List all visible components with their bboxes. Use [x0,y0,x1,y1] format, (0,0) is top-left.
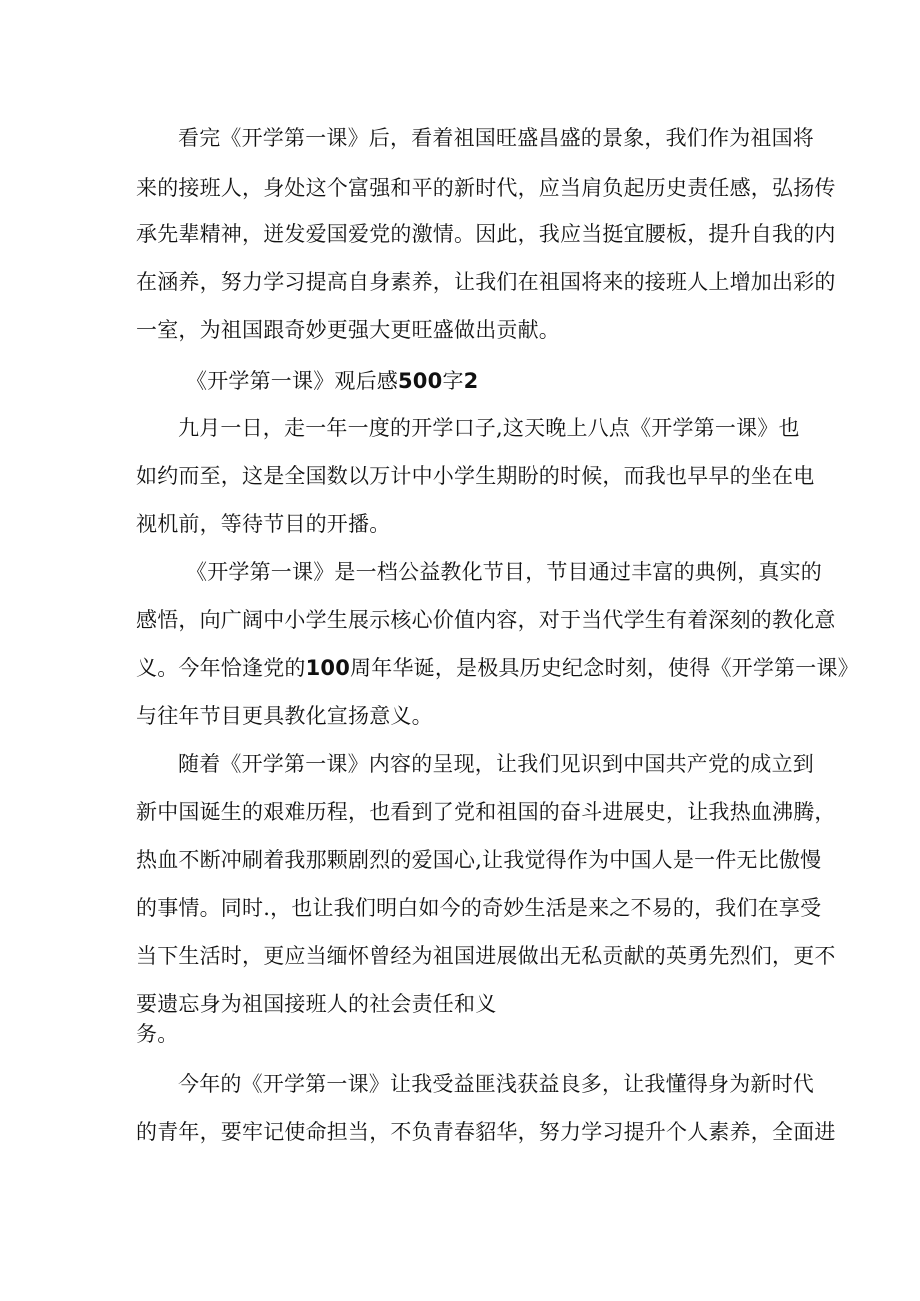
paragraph-1-line-1: 看完《开学第一课》后，看着祖国旺盛昌盛的景象，我们作为祖国将 [178,126,814,150]
paragraph-4-line-4: 的事情。同时.，也让我们明白如今的奇妙生活是来之不易的，我们在享受 [136,896,822,920]
paragraph-3-line-3-number: 100 [305,656,351,680]
heading-number: 500 [398,369,443,393]
paragraph-4-line-3: 热血不断冲刷着我那颗剧烈的爱国心,让我觉得作为中国人是一件无比傲慢 [136,848,822,872]
paragraph-2-line-2: 如约而至，这是全国数以万计中小学生期盼的时候，而我也早早的坐在电 [136,464,815,488]
heading-suffix: 字 [442,369,464,393]
paragraph-2-line-3: 视机前，等待节目的开播。 [136,512,391,536]
paragraph-3-line-3-prefix: 义。今年恰逢党的 [136,656,306,680]
paragraph-1-line-5: 一室，为祖国跟奇妙更强大更旺盛做出贡献。 [136,318,560,342]
paragraph-4-line-2: 新中国诞生的艰难历程，也看到了党和祖国的奋斗进展史，让我热血沸腾， [136,800,836,824]
paragraph-3-line-3-suffix: 周年华诞，是极具历史纪念时刻，使得《开学第一课》 [350,656,859,680]
paragraph-3-line-1: 《开学第一课》是一档公益教化节目，节目通过丰富的典例，真实的 [186,560,822,584]
paragraph-4-line-1: 随着《开学第一课》内容的呈现，让我们见识到中国共产党的成立到 [178,752,814,776]
paragraph-3-line-4: 与往年节目更具教化宣扬意义。 [136,704,433,728]
heading-prefix: 《开学第一课》观后感 [186,369,398,393]
paragraph-1-line-4: 在涵养，努力学习提高自身素养，让我们在祖国将来的接班人上增加出彩的 [136,270,836,294]
paragraph-4-line-7: 务。 [136,1022,179,1046]
essay-heading [186,366,478,396]
paragraph-5-line-2: 的青年，要牢记使命担当，不负青春貂华，努力学习提升个人素养，全面进 [136,1120,836,1144]
heading-index: 2 [463,369,479,393]
paragraph-3-line-3 [136,653,859,683]
paragraph-3-line-2: 感悟，向广阔中小学生展示核心价值内容，对于当代学生有着深刻的教化意 [136,608,836,632]
paragraph-4-line-6: 要遗忘身为祖国接班人的社会责任和义 [136,992,497,1016]
paragraph-1-line-2: 来的接班人，身处这个富强和平的新时代，应当肩负起历史责任感，弘扬传 [136,176,836,200]
paragraph-1-line-3: 承先辈精神，迸发爱国爱党的激情。因此，我应当挺宜腰板，提升自我的内 [136,222,836,246]
paragraph-4-line-5: 当下生活时，更应当缅怀曾经为祖国进展做出无私贡献的英勇先烈们，更不 [136,944,836,968]
paragraph-2-line-1: 九月一日，走一年一度的开学口子,这天晚上八点《开学第一课》也 [178,416,800,440]
paragraph-5-line-1: 今年的《开学第一课》让我受益匪浅获益良多，让我懂得身为新时代 [178,1072,814,1096]
